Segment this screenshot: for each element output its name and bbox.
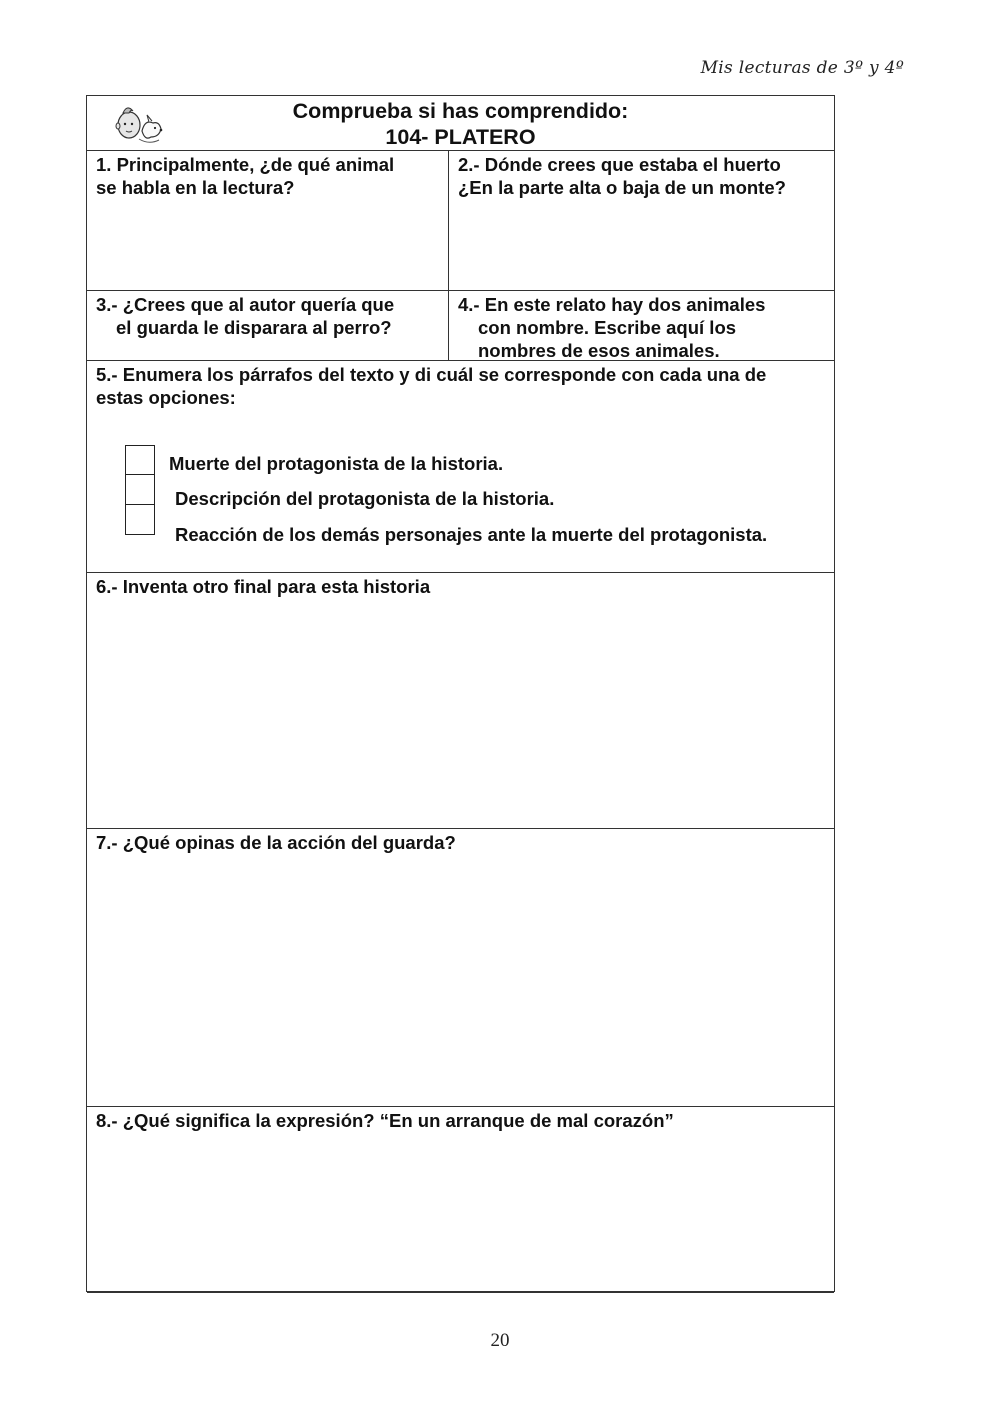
questions-row-1 bbox=[87, 151, 834, 291]
title-line-2: 104- PLATERO bbox=[385, 125, 536, 149]
question-2-cell[interactable] bbox=[449, 151, 834, 290]
question-7-cell[interactable] bbox=[87, 829, 834, 1107]
option-2-checkbox[interactable] bbox=[125, 475, 155, 505]
title-row bbox=[87, 96, 834, 151]
title-line-1: Comprueba si has comprendido: bbox=[292, 99, 629, 123]
question-1-cell[interactable] bbox=[87, 151, 449, 290]
question-6-cell[interactable] bbox=[87, 573, 834, 829]
option-1-label: Muerte del protagonista de la historia. bbox=[169, 453, 504, 474]
option-1-checkbox[interactable] bbox=[125, 445, 155, 475]
page-number: 20 bbox=[490, 1330, 510, 1351]
option-2-label: Descripción del protagonista de la historia. bbox=[175, 488, 555, 509]
question-7: 7.- ¿Qué opinas de la acción del guarda? bbox=[96, 832, 456, 853]
question-5: 5.- Enumera los párrafos del texto y di cuál se corresponde con cada una de estas opciones: bbox=[96, 364, 767, 408]
question-3-cell[interactable] bbox=[87, 291, 449, 360]
question-8-cell[interactable] bbox=[87, 1107, 834, 1293]
question-1: 1. Principalmente, ¿de qué animal se habla en la lectura? bbox=[96, 154, 395, 198]
question-3: 3.- ¿Crees que al autor quería que el guarda le disparara al perro? bbox=[96, 294, 395, 338]
question-6: 6.- Inventa otro final para esta historia bbox=[96, 576, 431, 597]
question-8: 8.- ¿Qué significa la expresión? “En un arranque de mal corazón” bbox=[96, 1110, 674, 1131]
header-note: Mis lecturas de 3º y 4º bbox=[700, 58, 904, 78]
option-3-label: Reacción de los demás personajes ante la muerte del protagonista. bbox=[175, 524, 768, 545]
question-4-cell[interactable] bbox=[449, 291, 834, 360]
question-2: 2.- Dónde crees que estaba el huerto ¿En la parte alta o baja de un monte? bbox=[458, 154, 786, 198]
question-4: 4.- En este relato hay dos animales con nombre. Escribe aquí los nombres de esos animales. bbox=[458, 294, 766, 361]
worksheet-title bbox=[87, 98, 834, 150]
option-3-checkbox[interactable] bbox=[125, 505, 155, 535]
option-checkboxes bbox=[125, 445, 157, 535]
worksheet-table bbox=[86, 95, 835, 1292]
questions-row-2 bbox=[87, 291, 834, 361]
